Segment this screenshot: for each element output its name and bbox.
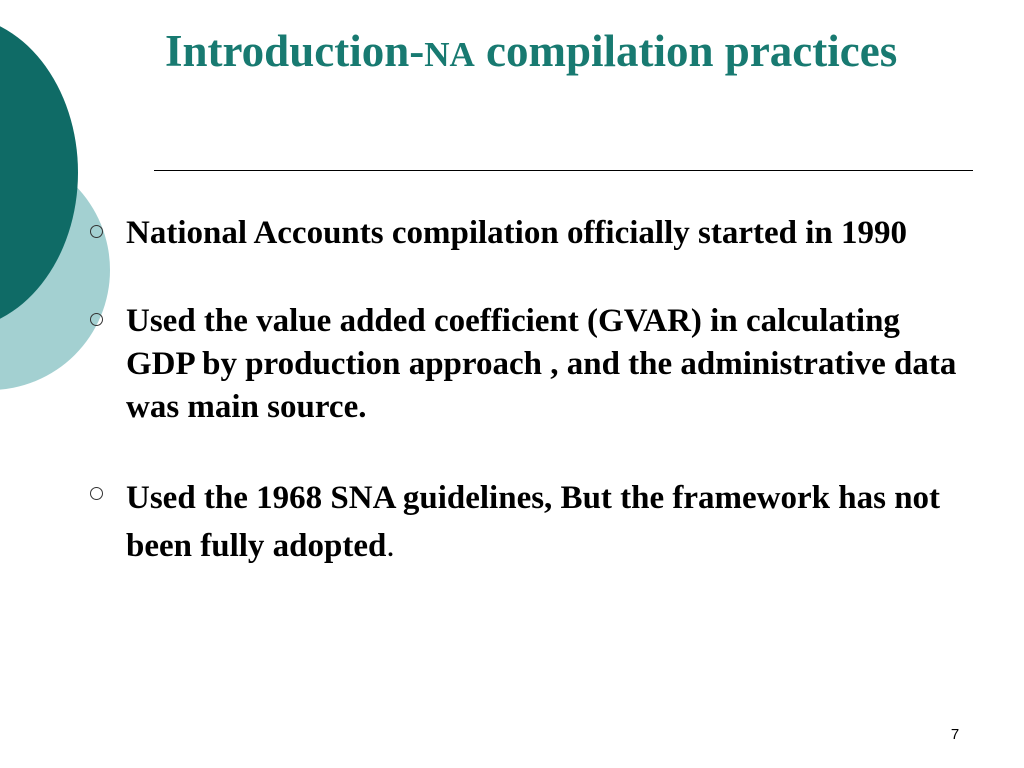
- hollow-circle-bullet-icon: [90, 313, 103, 326]
- bullet-text-suffix: .: [386, 528, 395, 564]
- bullet-item: [86, 212, 966, 255]
- bullet-text: National Accounts compilation officially started in 1990: [126, 215, 907, 251]
- title-text-abbreviation: NA: [424, 35, 475, 74]
- hollow-circle-bullet-icon: [90, 487, 103, 500]
- bullet-text: Used the value added coefficient (GVAR) in calculating GDP by production approach , and the administrative data was main source.: [126, 303, 957, 425]
- hollow-circle-bullet-icon: [90, 225, 103, 238]
- bullet-list: [86, 212, 966, 570]
- bullet-text: [126, 480, 940, 564]
- page-number: 7: [950, 726, 960, 743]
- bullet-text-main: Used the 1968 SNA guidelines, But the framework has not been fully adopted: [126, 480, 941, 564]
- title-text-part1: Introduction-: [165, 26, 425, 76]
- bullet-item: [86, 300, 966, 429]
- title-text-part2: compilation practices: [474, 26, 898, 76]
- slide-title: [165, 22, 985, 84]
- title-divider: [154, 170, 973, 171]
- bullet-item: [86, 474, 966, 570]
